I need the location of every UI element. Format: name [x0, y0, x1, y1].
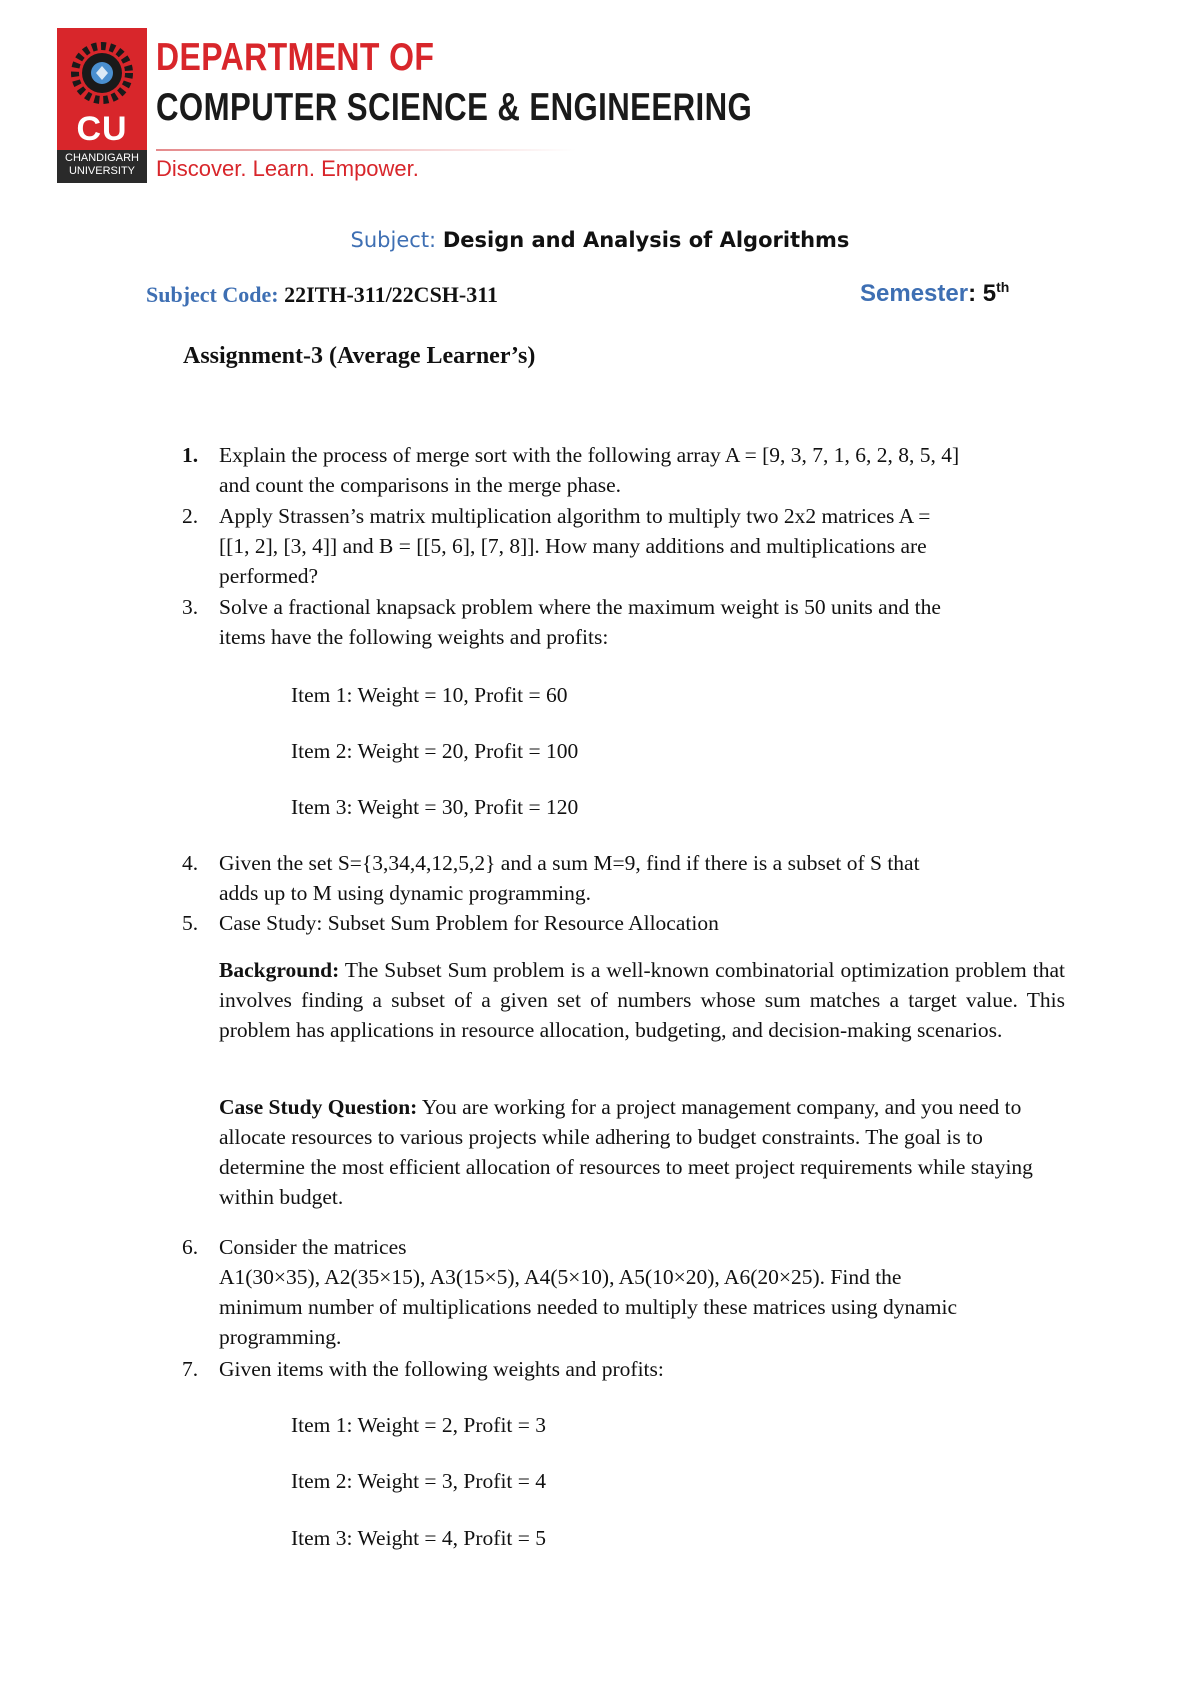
subject-code-label: Subject Code:	[146, 282, 279, 307]
semester-colon: :	[968, 280, 977, 307]
subject-code-value: 22ITH-311/22CSH-311	[284, 282, 499, 307]
question-text-line: A1(30×35), A2(35×15), A3(15×5), A4(5×10), A5(10×20), A6(20×25). Find the	[219, 1265, 902, 1289]
assignment-title: Assignment-3 (Average Learner’s)	[183, 343, 536, 369]
question-text-line: performed?	[219, 564, 319, 588]
tagline-divider	[156, 149, 576, 151]
list-item: Item 2: Weight = 3, Profit = 4	[291, 1469, 547, 1493]
logo-university-name	[57, 152, 147, 178]
department-title-line2: COMPUTER SCIENCE & ENGINEERING	[156, 86, 753, 129]
question-text-line: programming.	[219, 1325, 342, 1349]
question-text-line: Given items with the following weights and profits:	[219, 1357, 664, 1381]
question-text-line: and count the comparisons in the merge phase.	[219, 473, 622, 497]
question-number: 4.	[182, 851, 199, 875]
question-text-line: minimum number of multiplications needed to multiply these matrices using dynamic	[219, 1295, 958, 1319]
subject-value: Design and Analysis of Algorithms	[442, 228, 850, 252]
question-number: 1.	[182, 443, 199, 467]
tagline: Discover. Learn. Empower.	[156, 156, 419, 181]
subject-code-line	[146, 282, 498, 308]
question-text-line: adds up to M using dynamic programming.	[219, 881, 592, 905]
case-study-background	[219, 955, 1065, 1045]
case-study-question	[219, 1092, 1065, 1212]
semester-value: 5	[982, 280, 997, 307]
question-number: 3.	[182, 595, 199, 619]
logo-cu-text: CU	[76, 110, 128, 148]
question-text-line: Solve a fractional knapsack problem where the maximum weight is 50 units and the	[219, 595, 941, 619]
gear-emblem-icon	[65, 36, 139, 110]
semester-label: Semester	[860, 280, 969, 307]
question-text-line: Apply Strassen’s matrix multiplication algorithm to multiply two 2x2 matrices A =	[219, 504, 931, 528]
university-logo	[57, 28, 147, 183]
semester-line	[860, 279, 1009, 308]
list-item: Item 3: Weight = 30, Profit = 120	[291, 795, 579, 819]
department-header	[57, 28, 757, 188]
question-text-line: items have the following weights and profits:	[219, 625, 609, 649]
semester-suffix: th	[996, 279, 1010, 295]
list-item: Item 3: Weight = 4, Profit = 5	[291, 1526, 547, 1550]
question-text-line: [[1, 2], [3, 4]] and B = [[5, 6], [7, 8]]. How many additions and multiplications are	[219, 534, 927, 558]
question-text-line: Consider the matrices	[219, 1235, 407, 1259]
case-question-text: You are working for a project management company, and you need to allocate resources to various projects while adhering to budget constraints. The goal is to determine the most efficient allocation of resources to meet project requirements while staying within budget.	[219, 1095, 1033, 1209]
list-item: Item 1: Weight = 2, Profit = 3	[291, 1413, 547, 1437]
question-number: 5.	[182, 911, 199, 935]
background-text: The Subset Sum problem is a well-known combinatorial optimization problem that involves finding a subset of a given set of numbers whose sum matches a target value. This problem has applications in resource allocation, budgeting, and decision-making scenarios.	[219, 958, 1065, 1042]
logo-university-line2: UNIVERSITY	[68, 165, 135, 177]
question-number: 6.	[182, 1235, 199, 1259]
question-text-line: Given the set S={3,34,4,12,5,2} and a sum M=9, find if there is a subset of S that	[219, 851, 920, 875]
case-question-label: Case Study Question:	[219, 1095, 418, 1119]
department-title-line1: DEPARTMENT OF	[156, 36, 435, 79]
background-label: Background:	[219, 958, 340, 982]
list-item: Item 1: Weight = 10, Profit = 60	[291, 683, 568, 707]
question-text-line: Case Study: Subset Sum Problem for Resource Allocation	[219, 911, 719, 935]
subject-line	[0, 228, 1200, 252]
list-item: Item 2: Weight = 20, Profit = 100	[291, 739, 579, 763]
subject-label: Subject:	[350, 228, 437, 252]
logo-university-line1: CHANDIGARH	[65, 152, 139, 164]
question-number: 2.	[182, 504, 199, 528]
question-number: 7.	[182, 1357, 199, 1381]
question-text-line: Explain the process of merge sort with the following array A = [9, 3, 7, 1, 6, 2, 8, 5, 4]	[219, 443, 960, 467]
